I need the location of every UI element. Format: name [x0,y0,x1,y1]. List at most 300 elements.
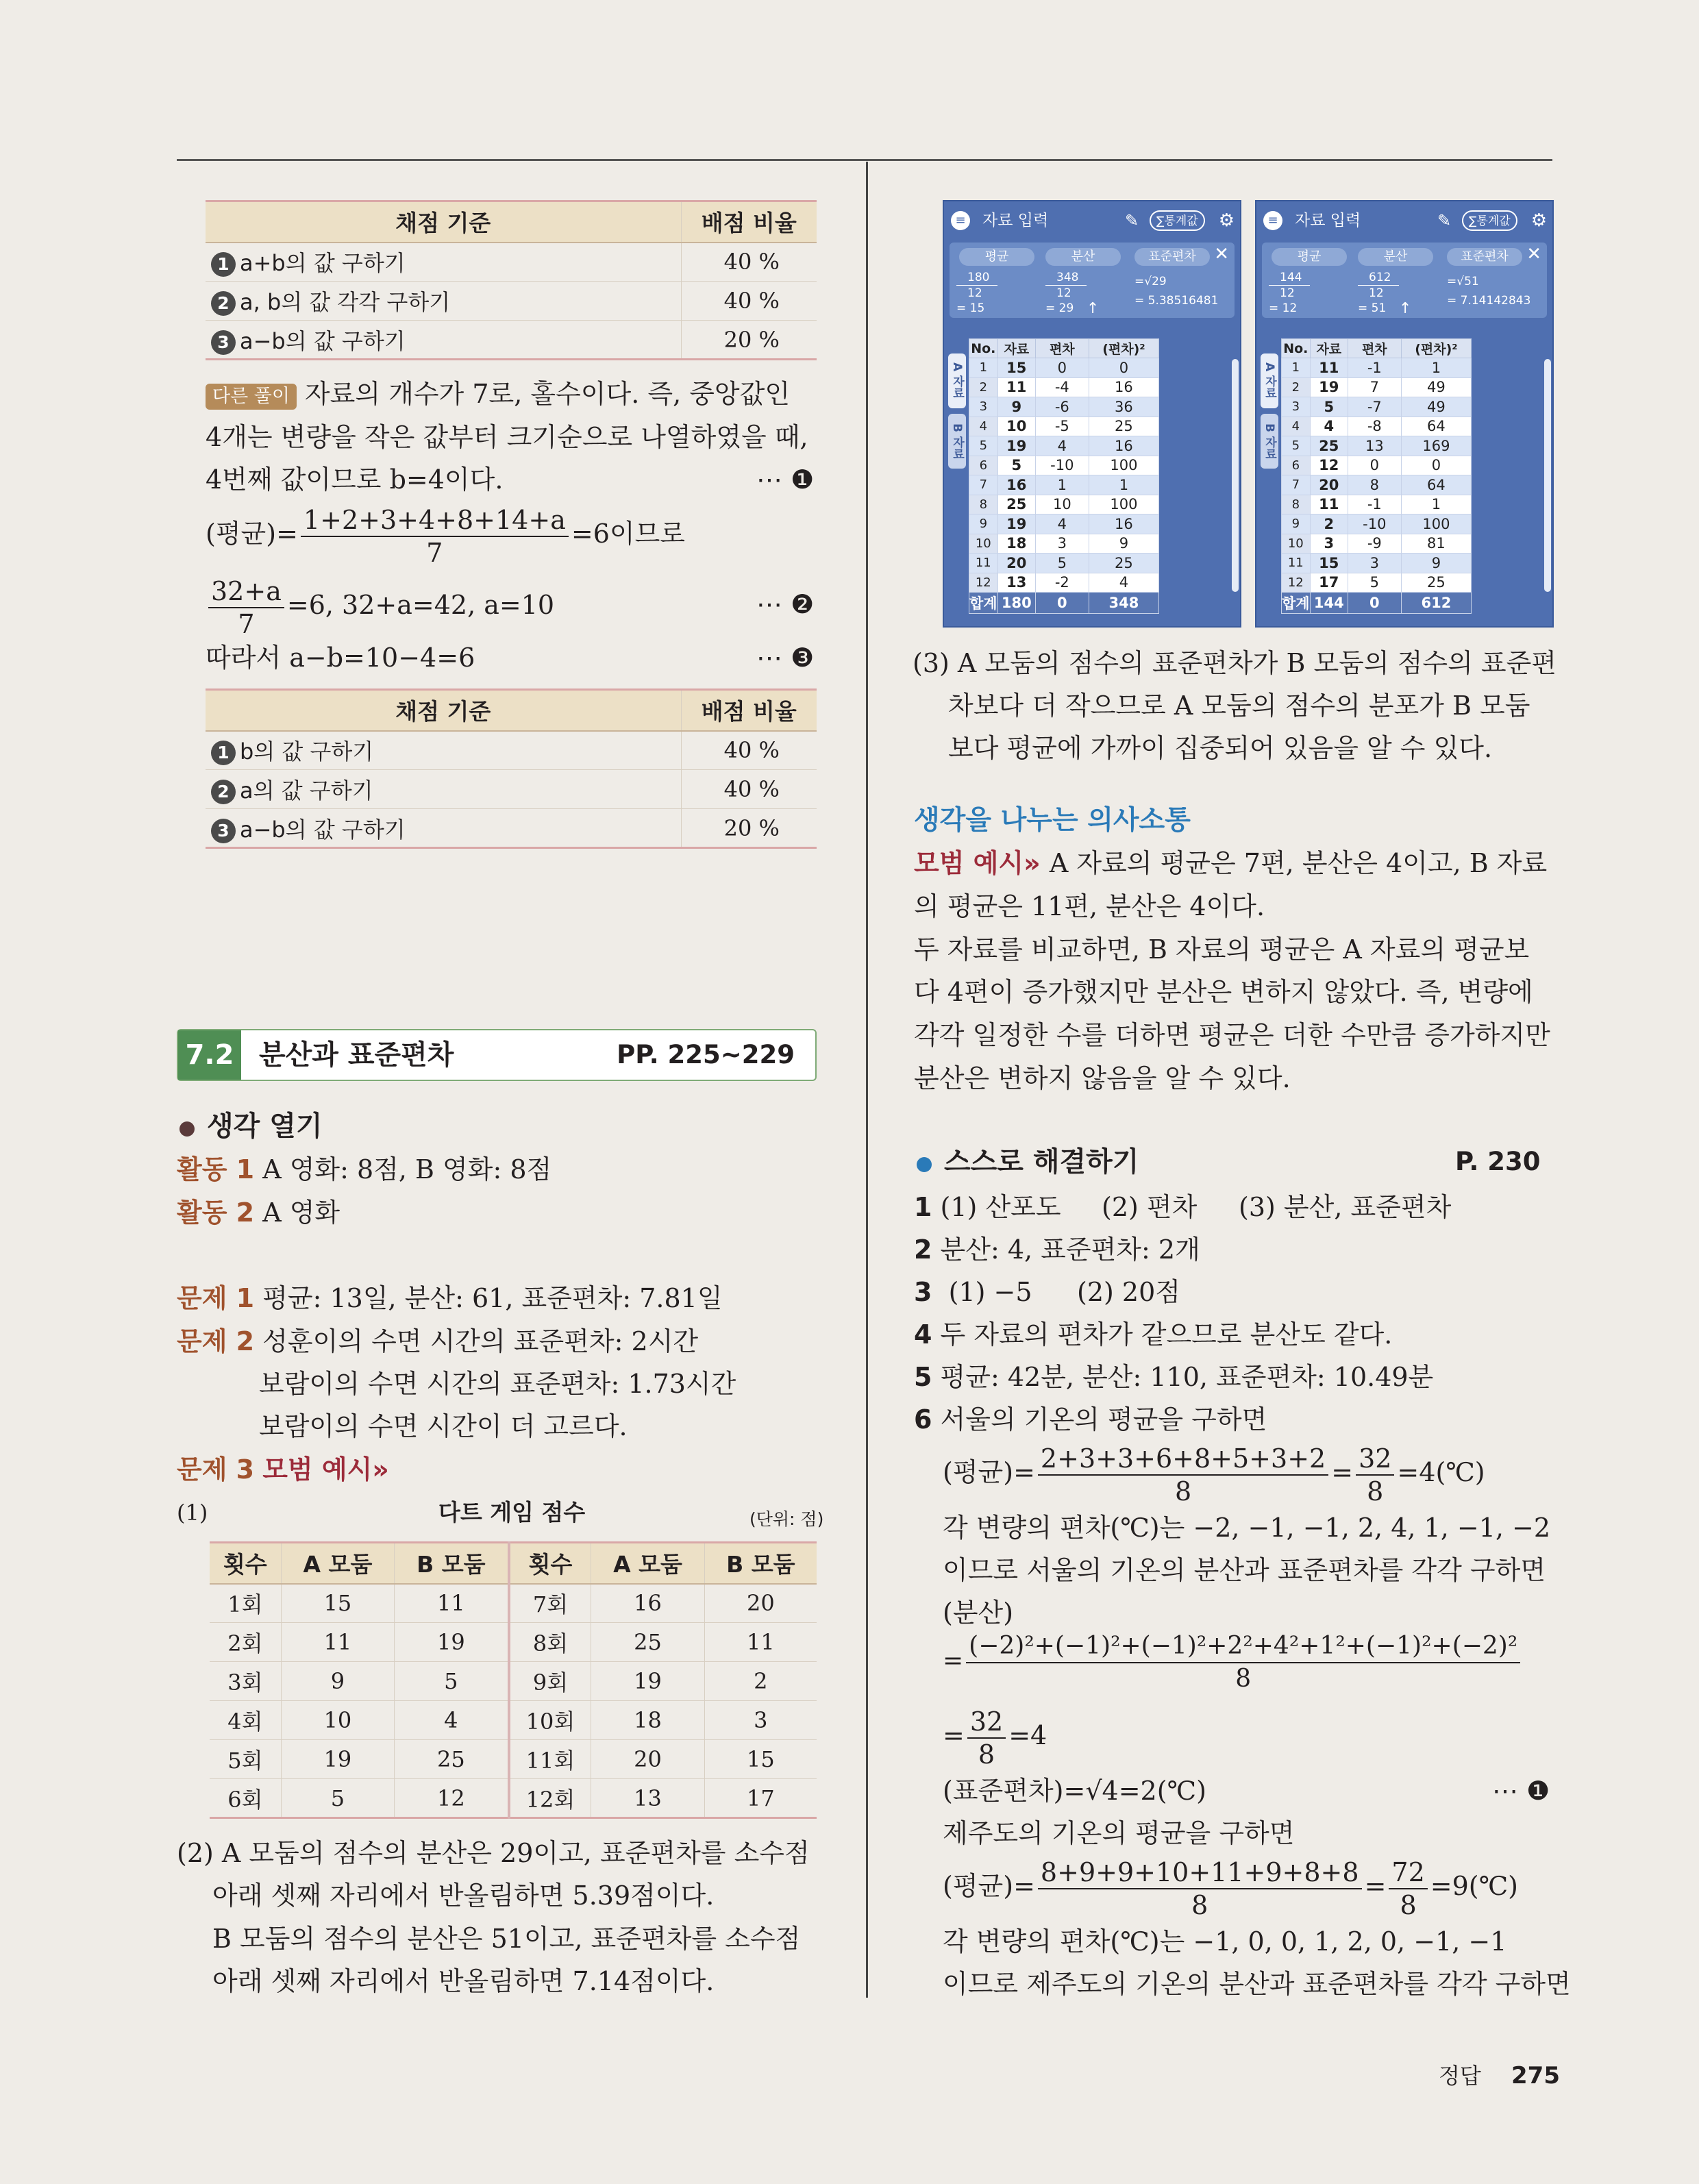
activity-1 [177,1149,551,1190]
stat-value: = 7.14142843 [1447,294,1531,308]
data-cell: 25 [1310,436,1348,456]
numerator: 72 [1389,1857,1427,1889]
data-cell: 3 [1348,554,1402,573]
grading-pct: 40 % [681,731,817,770]
data-cell: 15 [1310,554,1348,573]
stats-pane [950,243,1235,318]
stat-button[interactable]: ∑통계값 [1462,210,1517,231]
data-cell: 1 [1036,475,1089,495]
problem-2 [177,1321,698,1362]
seoul-mean-formula: (평균)= $\frac{2+3+3+6+8+5+3+2}{8}$ = $\frac{32}{8}$ =4(℃) [943,1443,1485,1506]
stat-value: = 29 [1045,301,1074,315]
step-number-icon: 3 [211,330,236,355]
data-cell: 9 [1401,554,1472,573]
alt-text: 자료의 개수가 7로, 홀수이다. 즉, 중앙값인 [304,379,791,409]
pencil-icon[interactable]: ✎ [1437,211,1452,230]
stat-value: = 12 [1269,301,1298,315]
sub-label-1: (1) [177,1500,208,1526]
answer-3-line-1: (3) A 모둠의 점수의 표준편차가 B 모둠의 점수의 표준편 [913,648,1557,678]
data-row [969,495,1159,514]
dart-cell: 4회 [210,1701,281,1740]
sum-cell: 0 [1348,593,1402,614]
grading-row [206,731,817,770]
grading-row [206,282,817,321]
gear-icon[interactable]: ⚙ [1218,210,1235,231]
grading-header-criteria: 채점 기준 [206,690,681,731]
communication-line-5: 각각 일정한 수를 더하면 평균은 더한 수만큼 증가하지만 [914,1020,1550,1050]
col-header: 편차 [1348,339,1402,358]
data-cell: 4 [1282,417,1311,436]
data-cell: 49 [1401,377,1472,397]
data-cell: 3 [1036,534,1089,554]
seoul-std-dev: (표준편차)=√4=2(℃) [943,1776,1206,1806]
col-header: No. [1282,339,1311,358]
stat-value: 144 [1269,270,1310,286]
dart-cell: 11회 [509,1740,591,1779]
pencil-icon[interactable]: ✎ [1125,211,1139,230]
col-header: 횟수 [210,1543,281,1584]
grading-header-ratio: 배점 비율 [681,201,817,243]
jeju-deviation-line-1: 각 변량의 편차(℃)는 −1, 0, 0, 1, 2, 0, −1, −1 [943,1926,1507,1957]
sd-values [1447,274,1530,308]
jeju-intro: 제주도의 기온의 평균을 구하면 [943,1818,1295,1848]
mean-values [1269,270,1310,316]
alt-solution-line-1 [206,373,790,414]
page-number: 275 [1511,2062,1560,2089]
data-cell: -10 [1036,456,1089,475]
data-row [969,397,1159,417]
calculator-screen-b [1255,200,1554,628]
section-pages: PP. 225~229 [617,1040,795,1069]
seoul-deviation-line-1: 각 변량의 편차(℃)는 −2, −1, −1, 2, 4, 1, −1, −2 [943,1513,1551,1543]
sum-cell: 180 [997,593,1035,614]
data-cell: 4 [1036,436,1089,456]
data-cell: 0 [1036,358,1089,378]
data-cell: 16 [1089,514,1159,534]
data-row [1282,436,1472,456]
stat-value: 612 [1358,270,1399,286]
formula-label: (평균)= [206,519,298,549]
dart-cell: 7회 [509,1584,591,1623]
data-cell: 5 [1036,554,1089,573]
data-cell: 9 [969,514,998,534]
jeju-mean-formula: (평균)= $\frac{8+9+9+10+11+9+8+8}{8}$ = $\frac{72}{8}$ =9(℃) [943,1857,1518,1920]
answer-text: 평균: 42분, 분산: 110, 표준편차: 10.49분 [940,1362,1434,1392]
formula-tail: =6, 32+a=42, a=10 [286,590,555,620]
calc-title: 자료 입력 [1295,212,1361,229]
data-cell: -1 [1348,495,1402,514]
tab-a-data[interactable]: A 자료 [948,353,966,408]
dart-cell: 18 [591,1701,704,1740]
answer-2-line-1: (2) A 모둠의 점수의 분산은 29이고, 표준편차를 소수점 [177,1838,810,1868]
answer-2-line-2: 아래 셋째 자리에서 반올림하면 5.39점이다. [212,1881,715,1911]
col-header: B 모둠 [395,1543,509,1584]
data-row [969,514,1159,534]
data-cell: 100 [1401,514,1472,534]
menu-icon[interactable]: ≡ [1263,211,1282,230]
dart-cell: 9 [281,1662,394,1701]
grading-text: a의 값 구하기 [240,778,373,804]
seoul-variance-formula: = $\frac{\text{(−2)²+(−1)²+(−1)²+2²+4²+1²+(−1)²+(−2)²}}{8}$ [943,1629,1523,1695]
gear-icon[interactable]: ⚙ [1530,210,1547,231]
data-cell: 11 [1310,495,1348,514]
data-cell: 1 [1089,475,1159,495]
data-row [1282,475,1472,495]
data-row [1282,573,1472,593]
grading-text: a−b의 값 구하기 [240,327,406,354]
data-cell: 169 [1401,436,1472,456]
communication-line-3: 두 자료를 비교하면, B 자료의 평균은 A 자료의 평균보 [914,934,1530,965]
alt-solution-line-3: 4번째 값이므로 b=4이다. [206,464,504,495]
data-row [1282,456,1472,475]
alt-eq-formula [206,573,554,640]
data-row [969,554,1159,573]
dart-cell: 17 [704,1779,817,1818]
dart-cell: 20 [704,1584,817,1623]
numerator: 32 [967,1706,1006,1739]
label: 활동 2 [177,1198,255,1228]
sum-row [1282,593,1472,614]
problem-1 [177,1278,723,1319]
answer-2-line-3: B 모둠의 점수의 분산은 51이고, 표준편차를 소수점 [212,1924,801,1954]
section-header [177,1029,817,1081]
data-cell: 10 [1282,534,1311,554]
sum-cell: 0 [1036,593,1089,614]
data-cell: 11 [969,554,998,573]
dart-row [210,1662,817,1701]
numerator: 1+2+3+4+8+14+a [301,504,569,537]
data-cell: 1 [969,358,998,378]
dart-cell: 3 [704,1701,817,1740]
stat-value: 12 [1056,286,1071,300]
data-cell: 64 [1401,475,1472,495]
grading-row [206,809,817,848]
stat-pill: 분산 [1358,248,1433,266]
arrow-up-icon: ↑ [1087,300,1100,317]
data-cell: 25 [1401,573,1472,593]
answer: 성훈이의 수면 시간의 표준편차: 2시간 [262,1326,699,1356]
data-row [969,436,1159,456]
data-cell: 1 [1401,495,1472,514]
think-heading [179,1106,323,1147]
stat-value: = 15 [956,301,985,315]
sd-values [1134,274,1218,308]
grading-row [206,243,817,282]
data-row [1282,534,1472,554]
dart-cell: 19 [591,1662,704,1701]
example-label: 모범 예시 [262,1454,373,1485]
denominator: 7 [426,537,443,568]
dart-cell: 25 [591,1623,704,1662]
data-cell: 4 [1089,573,1159,593]
self-answer-1b: (2) 편차 [1102,1192,1198,1222]
col-header: A 모둠 [281,1543,394,1584]
self-solve-heading [917,1141,1139,1182]
stat-pill: 표준편차 [1447,248,1522,266]
dart-cell: 2회 [210,1623,281,1662]
data-cell: 16 [1089,436,1159,456]
tab-b-data[interactable]: B 자료 [948,414,966,469]
numerator: 2+3+3+6+8+5+3+2 [1038,1443,1328,1476]
data-cell: 5 [1348,573,1402,593]
dart-table-title: 다트 게임 점수 [438,1499,586,1526]
data-cell: 9 [997,397,1035,417]
data-cell: 10 [997,417,1035,436]
stat-value: 12 [967,286,982,300]
communication-line-4: 다 4편이 증가했지만 분산은 변하지 않았다. 즉, 변량에 [914,977,1533,1007]
data-row [1282,397,1472,417]
col-header: 자료 [997,339,1035,358]
grading-row [206,321,817,360]
data-cell: 4 [1036,514,1089,534]
bullet-icon [917,1157,932,1172]
data-cell: -7 [1348,397,1402,417]
data-cell: 12 [969,573,998,593]
dart-cell: 11 [395,1584,509,1623]
problem-2-line-2: 보람이의 수면 시간의 표준편차: 1.73시간 [259,1369,736,1399]
denominator: 8 [1400,1889,1417,1920]
step-number-icon: 1 [211,252,236,277]
step-number-icon: 1 [211,741,236,765]
answer-number: 1 [914,1192,932,1222]
arrow-up-icon: ↑ [1399,300,1412,317]
heading-text: 스스로 해결하기 [944,1146,1139,1178]
dart-row [210,1779,817,1818]
self-answer-3 [914,1271,1032,1313]
data-row [1282,417,1472,436]
dart-cell: 6회 [210,1779,281,1818]
communication-line-2: 의 평균은 11편, 분산은 4이다. [914,891,1265,921]
grading-text: b의 값 구하기 [240,739,374,765]
sum-cell: 합계 [1282,593,1311,614]
dart-cell: 11 [704,1623,817,1662]
fraction [1038,1443,1328,1507]
fraction [1389,1857,1427,1921]
alt-solution-badge: 다른 풀이 [206,384,297,410]
answer: A 영화 [262,1198,340,1228]
data-cell: -2 [1036,573,1089,593]
answer: A 영화: 8점, B 영화: 8점 [262,1154,552,1184]
grading-table-2 [206,688,817,849]
sum-row [969,593,1159,614]
sum-cell: 348 [1089,593,1159,614]
jeju-deviation-line-2: 이므로 제주도의 기온의 분산과 표준편차를 각각 구하면 [943,1969,1571,1999]
col-header: 자료 [1310,339,1348,358]
formula-tail: =4 [1008,1720,1047,1750]
close-icon[interactable]: ✕ [1526,244,1541,264]
marker-1: ⋯ ❶ [756,464,815,495]
data-cell: 64 [1401,417,1472,436]
answer-text: 두 자료의 편차가 같으므로 분산도 같다. [940,1319,1393,1350]
data-cell: 25 [1089,554,1159,573]
data-row [969,573,1159,593]
dart-score-table [210,1541,817,1819]
data-cell: 49 [1401,397,1472,417]
stat-value: =√51 [1447,275,1479,288]
data-table [969,338,1159,614]
data-cell: 25 [997,495,1035,514]
dart-cell: 16 [591,1584,704,1623]
stat-pill: 평균 [1272,248,1347,266]
numerator: 32 [1356,1443,1394,1476]
grading-text: a−b의 값 구하기 [240,816,406,843]
data-cell: 12 [1310,456,1348,475]
alt-solution-line-6: 따라서 a−b=10−4=6 [206,643,475,673]
communication-line-6: 분산은 변하지 않음을 알 수 있다. [914,1063,1291,1093]
data-row [1282,514,1472,534]
stat-button[interactable]: ∑통계값 [1150,210,1205,231]
data-cell: 9 [1089,534,1159,554]
text: A 자료의 평균은 7편, 분산은 4이고, B 자료 [1049,848,1548,878]
dart-row [210,1584,817,1623]
data-cell: 7 [969,475,998,495]
communication-line-1 [914,843,1547,884]
col-header: No. [969,339,998,358]
double-chevron-icon: » [1024,848,1050,878]
dart-cell: 9회 [509,1662,591,1701]
calc-title-bar [1256,201,1552,240]
problem-2-line-3: 보람이의 수면 시간이 더 고르다. [259,1411,628,1441]
fraction [1038,1857,1362,1921]
answer-number: 3 [914,1277,932,1307]
dart-cell: 10 [281,1701,394,1740]
denominator: 8 [1367,1476,1384,1506]
self-answer-2 [914,1229,1200,1270]
grading-header-criteria: 채점 기준 [206,201,681,243]
data-cell: 0 [1401,456,1472,475]
formula-tail: =6이므로 [571,519,686,549]
data-cell: 19 [997,514,1035,534]
data-cell: -9 [1348,534,1402,554]
data-cell: -4 [1036,377,1089,397]
sum-cell: 합계 [969,593,998,614]
answer: 평균: 13일, 분산: 61, 표준편차: 7.81일 [262,1283,723,1313]
scrollbar[interactable] [1232,359,1239,592]
data-cell: 16 [997,475,1035,495]
example-label: 모범 예시 [914,848,1024,878]
data-row [969,358,1159,378]
data-cell: 4 [1310,417,1348,436]
self-answer-6 [914,1399,1267,1440]
dart-cell: 5회 [210,1740,281,1779]
bullet-icon [179,1121,195,1137]
marker-1: ⋯ ❶ [1492,1776,1550,1806]
dart-cell: 11 [281,1623,394,1662]
formula-label: (평균)= [943,1871,1035,1901]
self-solve-page: P. 230 [1455,1147,1541,1176]
data-row [969,417,1159,436]
formula-tail: =4(℃) [1397,1457,1485,1487]
top-rule-right [869,159,1552,161]
dart-cell: 3회 [210,1662,281,1701]
heading-text: 생각 열기 [207,1110,323,1142]
data-cell: 8 [969,495,998,514]
data-cell: -5 [1036,417,1089,436]
dart-cell: 4 [395,1701,509,1740]
dart-cell: 13 [591,1779,704,1818]
data-cell: 3 [969,397,998,417]
footer-label: 정답 [1439,2063,1481,2089]
data-cell: 13 [997,573,1035,593]
answer-number: 2 [914,1234,932,1265]
menu-icon[interactable]: ≡ [951,211,970,230]
data-cell: 13 [1348,436,1402,456]
label: 문제 2 [177,1326,255,1356]
stat-value: 180 [956,270,997,286]
answer-text: 분산: 4, 표준편차: 2개 [940,1234,1200,1265]
self-answer-1c: (3) 분산, 표준편차 [1239,1192,1452,1222]
col-header: A 모둠 [591,1543,704,1584]
answer-part: (1) 산포도 [940,1192,1061,1222]
self-answer-4 [914,1314,1392,1355]
stat-pill: 표준편차 [1134,248,1210,266]
self-answer-1 [914,1187,1061,1228]
data-cell: 1 [1401,358,1472,378]
self-answer-5 [914,1356,1433,1398]
data-cell: 4 [969,417,998,436]
mean-values [956,270,997,316]
dart-cell: 15 [704,1740,817,1779]
sum-cell: 144 [1310,593,1348,614]
data-cell: 2 [969,377,998,397]
data-row [969,534,1159,554]
communication-heading: 생각을 나누는 의사소통 [914,805,1191,836]
data-row [969,377,1159,397]
col-header: 횟수 [509,1543,591,1584]
section-title: 분산과 표준편차 [259,1039,454,1071]
alt-mean-formula [206,501,685,569]
data-cell: 20 [997,554,1035,573]
data-cell: 81 [1401,534,1472,554]
data-cell: 10 [969,534,998,554]
data-cell: 0 [1348,456,1402,475]
data-cell: 11 [997,377,1035,397]
data-cell: 7 [1282,475,1311,495]
data-cell: 20 [1310,475,1348,495]
dart-cell: 20 [591,1740,704,1779]
fraction [967,1706,1006,1770]
stat-pill: 평균 [959,248,1034,266]
label: 문제 1 [177,1283,255,1313]
data-cell: 5 [997,456,1035,475]
fraction [1356,1443,1394,1507]
denominator: 8 [1174,1476,1192,1506]
sum-cell: 612 [1401,593,1472,614]
variance-values [1358,270,1399,316]
data-cell: 0 [1089,358,1159,378]
tab-b-data[interactable]: B 자료 [1261,414,1278,469]
grading-text: a+b의 값 구하기 [240,250,406,277]
grading-row [206,770,817,809]
alt-solution-line-2: 4개는 변량을 작은 값부터 크기순으로 나열하였을 때, [206,422,808,452]
stat-value: = 51 [1358,301,1387,315]
denominator: 8 [978,1739,995,1770]
dart-row [210,1740,817,1779]
data-cell: 3 [1310,534,1348,554]
answer-number: 5 [914,1362,932,1392]
grading-pct: 20 % [681,809,817,848]
close-icon[interactable]: ✕ [1214,244,1229,264]
data-cell: 9 [1282,514,1311,534]
dart-cell: 1회 [210,1584,281,1623]
fraction [301,504,569,569]
scrollbar[interactable] [1544,359,1551,592]
column-divider [866,162,868,1998]
tab-a-data[interactable]: A 자료 [1261,353,1278,408]
grading-pct: 20 % [681,321,817,360]
data-cell: 2 [1310,514,1348,534]
calc-title: 자료 입력 [982,212,1049,229]
